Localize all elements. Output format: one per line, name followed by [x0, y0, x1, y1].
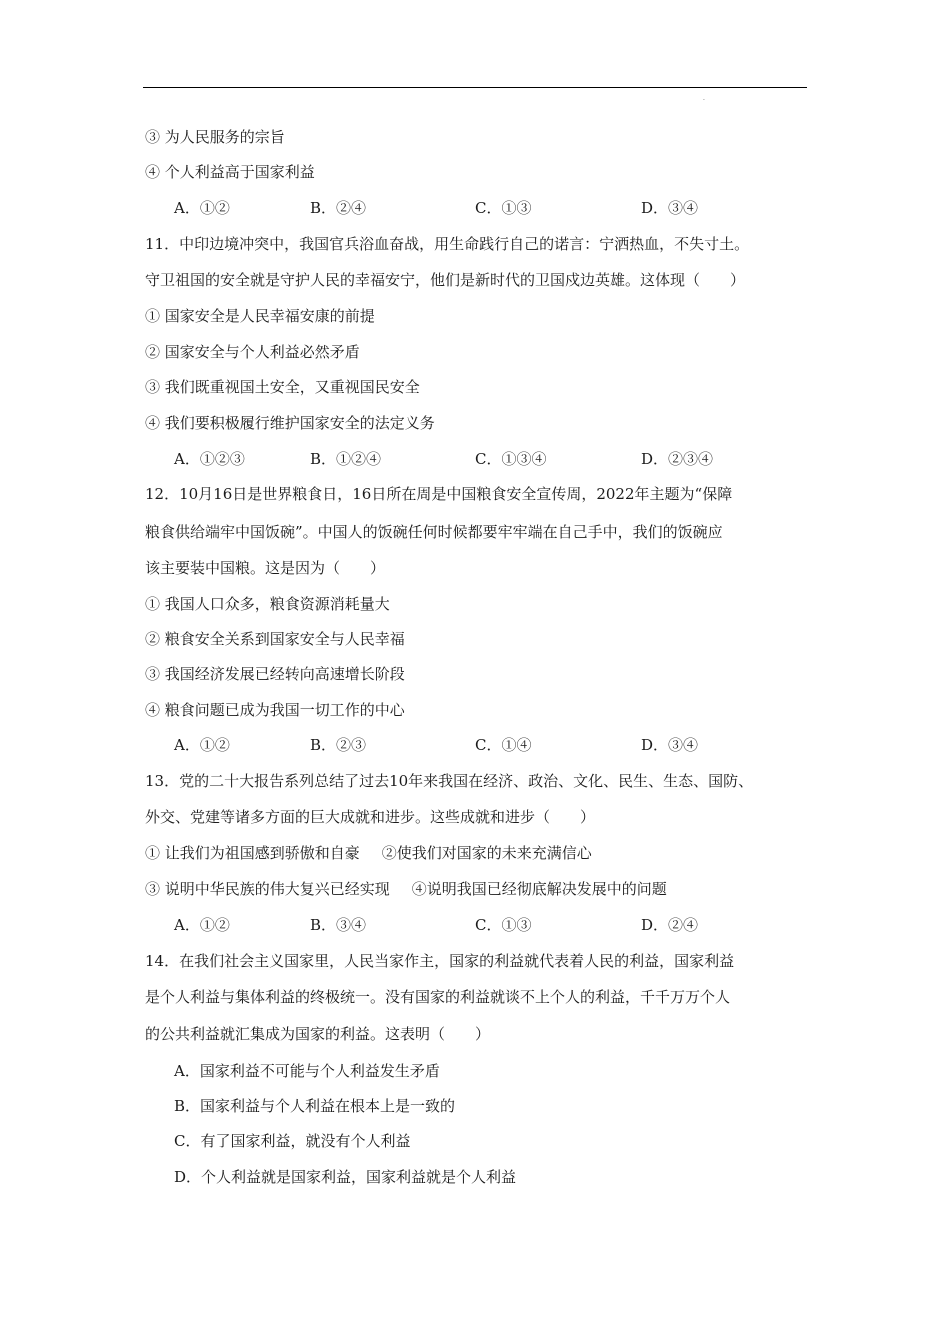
- list-item: ④ 我们要积极履行维护国家安全的法定义务: [145, 414, 435, 432]
- choice-b: B．国家利益与个人利益在根本上是一致的: [174, 1097, 456, 1115]
- list-item-row: [145, 843, 592, 863]
- question-13-stem: 13．党的二十大报告系列总结了过去10年来我国在经济、政治、文化、民生、生态、国防、: [145, 772, 754, 790]
- list-item: ③ 我们既重视国土安全，又重视国民安全: [145, 378, 420, 396]
- option-b: B．②④: [310, 199, 367, 217]
- list-item: ③ 我国经济发展已经转向高速增长阶段: [145, 665, 405, 683]
- answer-options: [174, 735, 774, 755]
- question-14-stem: 14．在我们社会主义国家里，人民当家作主，国家的利益就代表着人民的利益，国家利益: [145, 952, 735, 970]
- choice-c: C．有了国家利益，就没有个人利益: [174, 1132, 411, 1150]
- option-c: C．①③: [475, 916, 532, 934]
- option-a: A．①②: [174, 916, 230, 934]
- option-a: A．①②③: [174, 450, 245, 468]
- question-12-stem: 粮食供给端牢中国饭碗”。中国人的饭碗任何时候都要牢牢端在自己手中，我们的饭碗应: [145, 523, 723, 541]
- list-item: ③ 为人民服务的宗旨: [145, 128, 285, 146]
- option-b: B．②③: [310, 736, 367, 754]
- list-item: ② 国家安全与个人利益必然矛盾: [145, 343, 360, 361]
- option-c: C．①③④: [475, 450, 547, 468]
- list-item: ④ 个人利益高于国家利益: [145, 163, 315, 181]
- answer-options: [174, 915, 774, 935]
- header-rule: [143, 87, 807, 88]
- list-item: ②使我们对国家的未来充满信心: [381, 844, 592, 862]
- question-13-stem: 外交、党建等诸多方面的巨大成就和进步。这些成就和进步（ ）: [145, 808, 596, 826]
- option-d: D．③④: [641, 199, 699, 217]
- answer-options: [174, 449, 774, 469]
- list-item: ② 粮食安全关系到国家安全与人民幸福: [145, 630, 405, 648]
- question-12-stem: 该主要装中国粮。这是因为（ ）: [145, 559, 386, 577]
- list-item-row: [145, 879, 667, 899]
- option-c: C．①④: [475, 736, 532, 754]
- list-item: ① 让我们为祖国感到骄傲和自豪: [145, 844, 360, 862]
- choice-d: D．个人利益就是国家利益，国家利益就是个人利益: [174, 1168, 517, 1186]
- question-12-stem: 12．10月16日是世界粮食日，16日所在周是中国粮食安全宣传周，2022年主题为“保障: [145, 485, 733, 503]
- choice-a: A．国家利益不可能与个人利益发生矛盾: [174, 1062, 440, 1080]
- option-a: A．①②: [174, 736, 230, 754]
- option-b: B．③④: [310, 916, 367, 934]
- list-item: ④说明我国已经彻底解决发展中的问题: [411, 880, 667, 898]
- option-d: D．③④: [641, 736, 699, 754]
- list-item: ④ 粮食问题已成为我国一切工作的中心: [145, 701, 405, 719]
- option-d: D．②③④: [641, 450, 714, 468]
- option-c: C．①③: [475, 199, 532, 217]
- list-item: ① 我国人口众多，粮食资源消耗量大: [145, 595, 390, 613]
- list-item: ③ 说明中华民族的伟大复兴已经实现: [145, 880, 390, 898]
- answer-options: [174, 198, 774, 218]
- question-11-stem: 11．中印边境冲突中，我国官兵浴血奋战，用生命践行自己的诺言：宁洒热血，不失寸土。: [145, 235, 750, 253]
- header-dot: ·: [703, 97, 705, 104]
- question-14-stem: 是个人利益与集体利益的终极统一。没有国家的利益就谈不上个人的利益，千千万万个人: [145, 988, 731, 1006]
- question-14-stem: 的公共利益就汇集成为国家的利益。这表明（ ）: [145, 1025, 491, 1043]
- option-d: D．②④: [641, 916, 699, 934]
- list-item: ① 国家安全是人民幸福安康的前提: [145, 307, 375, 325]
- option-a: A．①②: [174, 199, 230, 217]
- option-b: B．①②④: [310, 450, 382, 468]
- question-11-stem: 守卫祖国的安全就是守护人民的幸福安宁，他们是新时代的卫国戍边英雄。这体现（ ）: [145, 271, 746, 289]
